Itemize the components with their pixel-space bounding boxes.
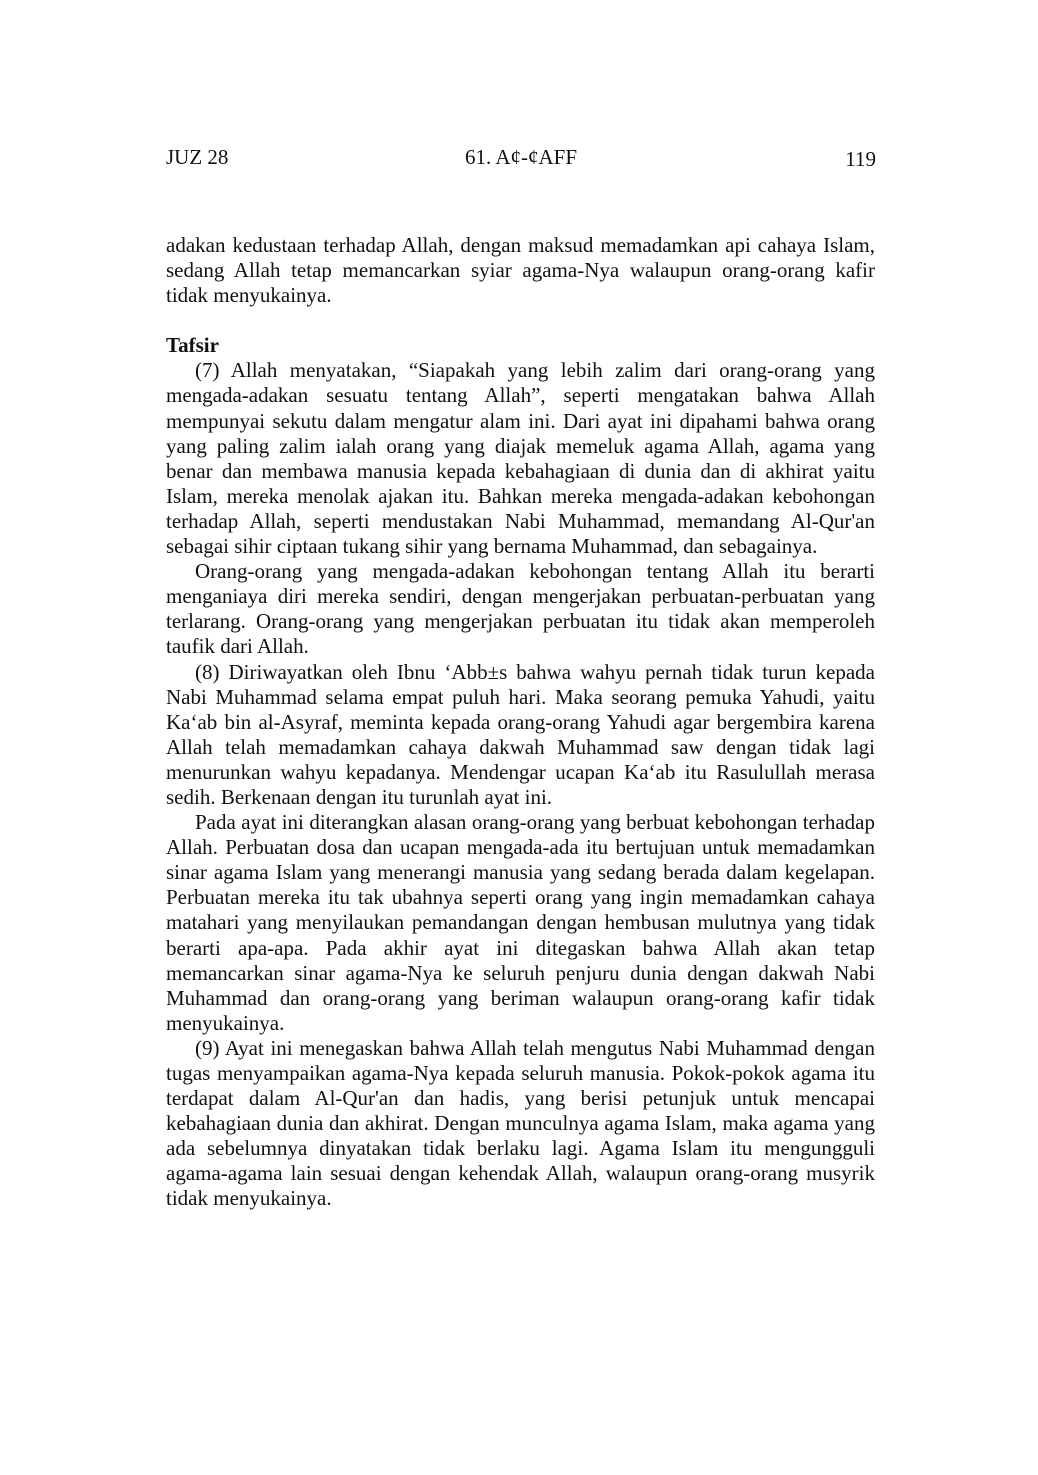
juz-label: JUZ 28 <box>166 145 229 169</box>
intro-paragraph: adakan kedustaan terhadap Allah, dengan maksud memadamkan api cahaya Islam, sedang Allah tetap memancarkan syiar agama-Nya walaupun orang-orang kafir tidak menyukainya. <box>166 233 875 308</box>
surah-title: 61. A¢-¢AFF <box>464 145 578 169</box>
page-header <box>166 145 876 175</box>
paragraph-verse-8: (8) Diriwayatkan oleh Ibnu ‘Abb±s bahwa wahyu pernah tidak turun kepada Nabi Muhammad selama empat puluh hari. Maka seorang pemuka Yahudi, yaitu Ka‘ab bin al-Asyraf, meminta kepada orang-orang Yahudi agar bergembira karena Allah telah memadamkan cahaya dakwah Muhammad saw dengan tidak lagi menurunkan wahyu kepadanya. Mendengar ucapan Ka‘ab itu Rasulullah merasa sedih. Berkenaan dengan itu turunlah ayat ini. <box>166 659 875 809</box>
section-heading: Tafsir <box>166 333 219 358</box>
paragraph-verse-7-continued: Orang-orang yang mengada-adakan kebohongan tentang Allah itu berarti menganiaya diri mereka sendiri, dengan mengerjakan perbuatan-perbuatan yang terlarang. Orang-orang yang mengerjakan perbuatan itu tidak akan memperoleh taufik dari Allah. <box>166 559 875 659</box>
page-body <box>166 233 875 1212</box>
paragraph-verse-7: (7) Allah menyatakan, “Siapakah yang lebih zalim dari orang-orang yang mengada-adakan sesuatu tentang Allah”, seperti mengatakan bahwa Allah mempunyai sekutu dalam mengatur alam ini. Dari ayat ini dipahami bahwa orang yang paling zalim ialah orang yang diajak memeluk agama Allah, agama yang benar dan membawa manusia kepada kebahagiaan di dunia dan di akhirat yaitu Islam, mereka menolak ajakan itu. Bahkan mereka mengada-adakan kebohongan terhadap Allah, seperti mendustakan Nabi Muhammad, memandang Al-Qur'an sebagai sihir ciptaan tukang sihir yang bernama Muhammad, dan sebagainya. <box>166 358 875 559</box>
page-number: 119 <box>845 147 876 171</box>
paragraph-verse-9: (9) Ayat ini menegaskan bahwa Allah telah mengutus Nabi Muhammad dengan tugas menyampaikan agama-Nya kepada seluruh manusia. Pokok-pokok agama itu terdapat dalam Al-Qur'an dan hadis, yang berisi petunjuk untuk mencapai kebahagiaan dunia dan akhirat. Dengan munculnya agama Islam, maka agama yang ada sebelumnya dinyatakan tidak berlaku lagi. Agama Islam itu mengungguli agama-agama lain sesuai dengan kehendak Allah, walaupun orang-orang musyrik tidak menyukainya. <box>166 1035 875 1211</box>
paragraph-verse-8-continued: Pada ayat ini diterangkan alasan orang-orang yang berbuat kebohongan terhadap Allah. Perbuatan dosa dan ucapan mengada-ada itu bertujuan untuk memadamkan sinar agama Islam yang menerangi manusia yang sedang berada dalam kegelapan. Perbuatan mereka itu tak ubahnya seperti orang yang ingin memadamkan cahaya matahari yang menyilaukan pemandangan dengan hembusan mulutnya yang tidak berarti apa-apa. Pada akhir ayat ini ditegaskan bahwa Allah akan tetap memancarkan sinar agama-Nya ke seluruh penjuru dunia dengan dakwah Nabi Muhammad dan orang-orang yang beriman walaupun orang-orang kafir tidak menyukainya. <box>166 810 875 1035</box>
